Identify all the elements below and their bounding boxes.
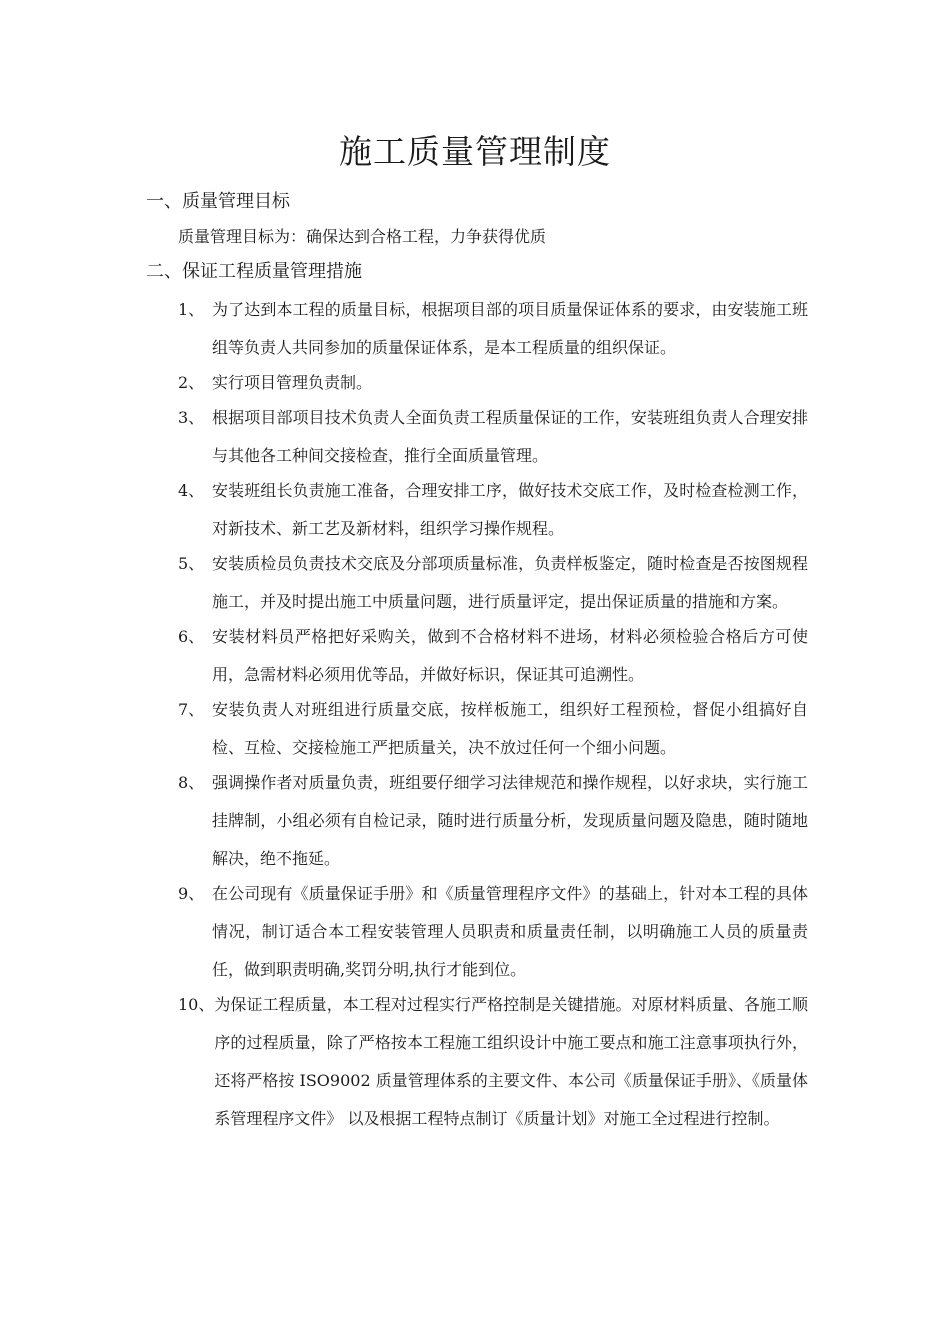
document-title: 施工质量管理制度 — [339, 132, 611, 171]
list-item — [178, 472, 808, 548]
measures-list — [178, 291, 808, 1135]
list-item-text: 根据项目部项目技术负责人全面负责工程质量保证的工作，安装班组负责人合理安排与其他各工种间交接检查，推行全面质量管理。 — [212, 408, 808, 465]
list-item — [178, 618, 808, 694]
quality-goal-text: 质量管理目标为：确保达到合格工程，力争获得优质 — [178, 227, 547, 246]
list-item-text: 实行项目管理负责制。 — [212, 373, 373, 392]
list-item-number: 3、 — [178, 408, 205, 427]
list-item — [178, 364, 808, 402]
list-item-number: 10、 — [178, 995, 215, 1014]
list-item-text: 强调操作者对质量负责，班组要仔细学习法律规范和操作规程，以好求块，实行施工挂牌制，小组必须有自检记录，随时进行质量分析，发现质量问题及隐患，随时随地解决，绝不拖延。 — [212, 773, 808, 868]
list-item — [178, 986, 808, 1138]
section-heading-quality-goal: 一、质量管理目标 — [146, 191, 290, 212]
list-item-number: 8、 — [178, 773, 205, 792]
list-item-text: 安装材料员严格把好采购关，做到不合格材料不进场，材料必须检验合格后方可使用，急需材料必须用优等品，并做好标识，保证其可追溯性。 — [212, 627, 808, 684]
list-item — [178, 691, 808, 767]
list-item-number: 9、 — [178, 884, 205, 903]
list-item — [178, 291, 808, 367]
list-item-number: 2、 — [178, 373, 205, 392]
list-item-text: 在公司现有《质量保证手册》和《质量管理程序文件》的基础上，针对本工程的具体情况，制订适合本工程安装管理人员职责和质量责任制，以明确施工人员的质量责任，做到职责明确,奖罚分明,执行才能到位。 — [212, 884, 808, 979]
section-heading-quality-measures: 二、保证工程质量管理措施 — [146, 261, 362, 282]
list-item-text: 安装负责人对班组进行质量交底，按样板施工，组织好工程预检，督促小组搞好自检、互检、交接检施工严把质量关，决不放过任何一个细小问题。 — [212, 700, 808, 757]
list-item-number: 5、 — [178, 554, 205, 573]
list-item-number: 6、 — [178, 627, 205, 646]
list-item-text: 安装班组长负责施工准备，合理安排工序，做好技术交底工作，及时检查检测工作，对新技术、新工艺及新材料，组织学习操作规程。 — [212, 481, 808, 538]
list-item — [178, 764, 808, 878]
list-item-number: 1、 — [178, 300, 205, 319]
list-item-number: 7、 — [178, 700, 205, 719]
list-item — [178, 875, 808, 989]
list-item-text: 为了达到本工程的质量目标，根据项目部的项目质量保证体系的要求，由安装施工班组等负责人共同参加的质量保证体系，是本工程质量的组织保证。 — [212, 300, 808, 357]
list-item-text: 安装质检员负责技术交底及分部项质量标准，负责样板鉴定，随时检查是否按图规程施工，并及时提出施工中质量问题，进行质量评定，提出保证质量的措施和方案。 — [212, 554, 808, 611]
list-item — [178, 545, 808, 621]
list-item-text: 为保证工程质量，本工程对过程实行严格控制是关键措施。对原材料质量、各施工顺序的过程质量，除了严格按本工程施工组织设计中施工要点和施工注意事项执行外，还将严格按 ISO9002 质量管理体系的主要文件、本公司《质量保证手册》、《质量体系管理程序文件》 以及根据工程特点制订《质量计划》对施工全过程进行控制。 — [214, 995, 808, 1128]
list-item — [178, 399, 808, 475]
list-item-number: 4、 — [178, 481, 205, 500]
